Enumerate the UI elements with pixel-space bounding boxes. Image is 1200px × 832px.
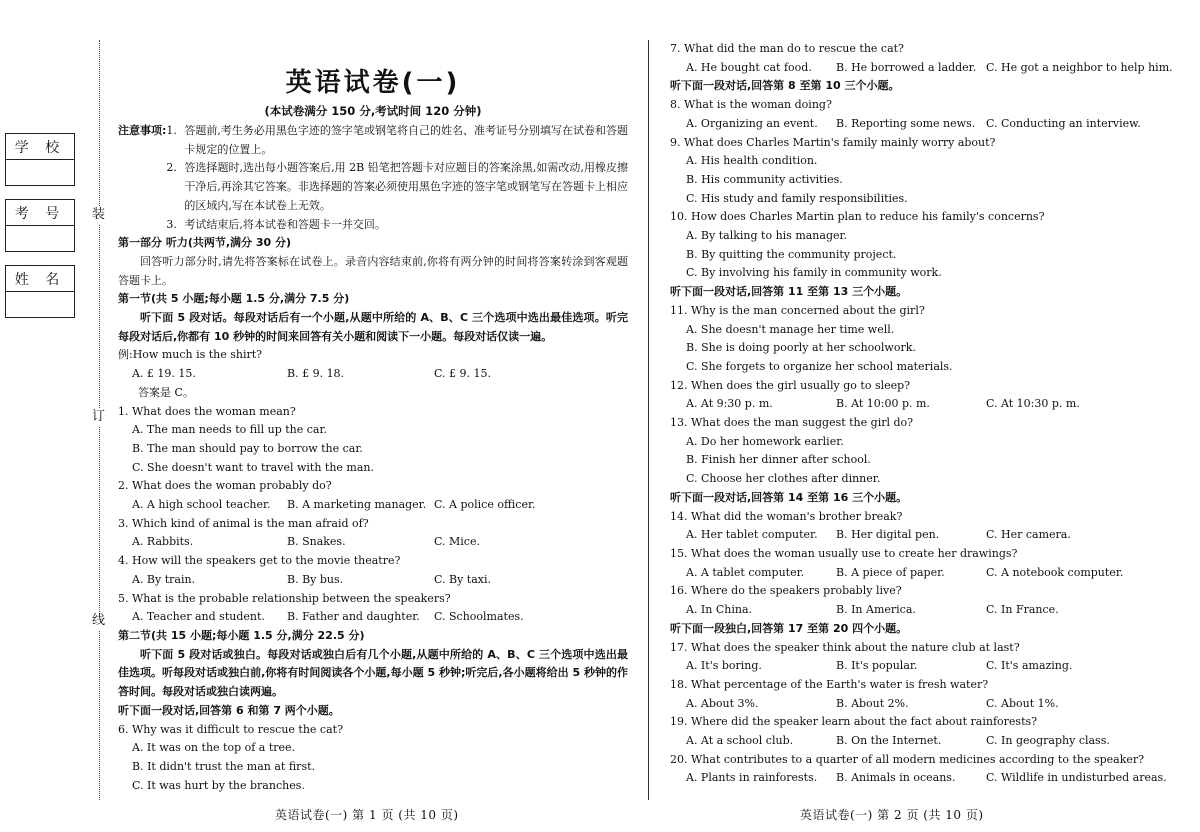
option: C. Choose her clothes after dinner. xyxy=(686,472,881,486)
example-question: 例:How much is the shirt? xyxy=(118,348,263,362)
exam-number-label: 考 号 xyxy=(6,200,75,226)
option: A. It was on the top of a tree. xyxy=(132,741,296,755)
options-row: A. About 3%. B. About 2%. C. About 1%. xyxy=(686,696,1059,710)
question-10: 10. How does Charles Martin plan to reduce his family's concerns? xyxy=(670,210,1045,224)
options-row: A. Rabbits. B. Snakes. C. Mice. xyxy=(132,535,480,549)
question-15: 15. What does the woman usually use to create her drawings? xyxy=(670,546,1018,560)
student-info-table xyxy=(5,133,75,318)
question-5: 5. What is the probable relationship between the speakers? xyxy=(118,591,451,605)
question-7: 7. What did the man do to rescue the cat? xyxy=(670,42,904,55)
page-2 xyxy=(670,40,1180,788)
binding-char-ding: 订 xyxy=(92,409,106,424)
question-3: 3. Which kind of animal is the man afraid of? xyxy=(118,516,369,530)
option: A. Do her homework earlier. xyxy=(686,434,844,448)
note-item: 1. 答题前,考生务必用黑色字迹的签字笔或钢笔将自己的姓名、准考证号分别填写在试卷和答题卡规定的位置上。 xyxy=(166,124,628,156)
options-row: A. Teacher and student. B. Father and daughter. C. Schoolmates. xyxy=(132,610,524,624)
school-field[interactable] xyxy=(6,160,75,186)
notes-block xyxy=(118,122,628,234)
option: B. She is doing poorly at her schoolwork. xyxy=(686,341,916,355)
options-row: A. Her tablet computer. B. Her digital pen. C. Her camera. xyxy=(686,528,1071,542)
question-8: 8. What is the woman doing? xyxy=(670,98,832,112)
notes-label: 注意事项: xyxy=(118,124,167,137)
dialog-heading: 听下面一段对话,回答第 14 至第 16 三个小题。 xyxy=(670,490,908,504)
binding-char-xian: 线 xyxy=(92,613,106,628)
section2-heading: 第二节(共 15 小题;每小题 1.5 分,满分 22.5 分) xyxy=(118,628,365,642)
question-4: 4. How will the speakers get to the movie theatre? xyxy=(118,554,401,568)
school-label: 学 校 xyxy=(6,134,75,160)
question-6: 6. Why was it difficult to rescue the cat? xyxy=(118,722,343,736)
exam-subtitle: (本试卷满分 150 分,考试时间 120 分钟) xyxy=(264,104,482,118)
dialog-heading: 听下面一段对话,回答第 8 至第 10 三个小题。 xyxy=(670,79,900,93)
option: C. It was hurt by the branches. xyxy=(132,778,305,792)
option: C. She doesn't want to travel with the man. xyxy=(132,460,374,474)
dialog-heading: 听下面一段对话,回答第 11 至第 13 三个小题。 xyxy=(670,285,908,299)
name-label: 姓 名 xyxy=(6,266,75,292)
option: A. By talking to his manager. xyxy=(686,229,848,243)
section2-intro: 听下面 5 段对话或独白。每段对话或独白后有几个小题,从题中所给的 A、B、C 三个选项中选出最佳选项。听每段对话或独白前,你将有时间阅读各个小题,每小题 5 秒钟;听完后,各小题将给出 5 秒钟的作答时间。每段对话或独白读两遍。 xyxy=(118,647,628,699)
example-options: A. £ 19. 15. B. £ 9. 18. C. £ 9. 15. xyxy=(132,367,491,381)
question-2: 2. What does the woman probably do? xyxy=(118,479,332,493)
binding-char-zhuang: 装 xyxy=(92,207,106,222)
options-row: A. Plants in rainforests. B. Animals in oceans. C. Wildlife in undisturbed areas. xyxy=(686,771,1167,785)
page-1 xyxy=(118,62,628,795)
page-2-footer: 英语试卷(一) 第 2 页 (共 10 页) xyxy=(800,808,984,822)
example-answer: 答案是 C。 xyxy=(138,385,194,399)
options-row: A. At 9:30 p. m. B. At 10:00 p. m. C. At 10:30 p. m. xyxy=(686,397,1080,411)
options-row: A. By train. B. By bus. C. By taxi. xyxy=(132,572,492,586)
page-title: 英语试卷(一) xyxy=(285,68,461,98)
question-11: 11. Why is the man concerned about the girl? xyxy=(670,303,925,317)
exam-number-field[interactable] xyxy=(6,226,75,252)
question-16: 16. Where do the speakers probably live? xyxy=(670,584,902,598)
question-13: 13. What does the man suggest the girl do? xyxy=(670,416,914,430)
option: A. His health condition. xyxy=(686,154,818,168)
options-row: A. In China. B. In America. C. In France. xyxy=(686,603,1059,617)
part1-heading: 第一部分 听力(共两节,满分 30 分) xyxy=(118,236,292,250)
note-item: 3. 考试结束后,将本试卷和答题卡一并交回。 xyxy=(166,217,386,231)
name-field[interactable] xyxy=(6,292,75,318)
option: A. She doesn't manage her time well. xyxy=(686,322,895,336)
question-1: 1. What does the woman mean? xyxy=(118,404,296,418)
option: B. By quitting the community project. xyxy=(686,247,897,261)
note-item: 2. 答选择题时,选出每小题答案后,用 2B 铅笔把答题卡对应题目的答案涂黑,如需改动,用橡皮擦干净后,再涂其它答案。非选择题的答案必须使用黑色字迹的签字笔或钢笔写在答题卡上相应的区域内,写在本试卷上无效。 xyxy=(166,161,628,212)
options-row: A. Organizing an event. B. Reporting some news. C. Conducting an interview. xyxy=(686,116,1141,130)
dialog-heading: 听下面一段对话,回答第 6 和第 7 两个小题。 xyxy=(118,703,340,717)
question-20: 20. What contributes to a quarter of all modern medicines according to the speaker? xyxy=(670,752,1145,766)
option: B. His community activities. xyxy=(686,172,843,186)
question-12: 12. When does the girl usually go to sleep? xyxy=(670,378,911,392)
page-divider xyxy=(648,40,649,800)
option: C. She forgets to organize her school materials. xyxy=(686,359,953,373)
question-19: 19. Where did the speaker learn about the fact about rainforests? xyxy=(670,715,1038,729)
question-14: 14. What did the woman's brother break? xyxy=(670,509,903,523)
options-row: A. He bought cat food. B. He borrowed a ladder. C. He got a neighbor to help him. xyxy=(686,60,1173,74)
question-9: 9. What does Charles Martin's family mainly worry about? xyxy=(670,135,996,149)
option: A. The man needs to fill up the car. xyxy=(132,423,328,437)
monologue-heading: 听下面一段独白,回答第 17 至第 20 四个小题。 xyxy=(670,621,908,635)
section1-intro: 听下面 5 段对话。每段对话后有一个小题,从题中所给的 A、B、C 三个选项中选出最佳选项。听完每段对话后,你都有 10 秒钟的时间来回答有关小题和阅读下一小题。每段对话仅读一遍。 xyxy=(118,311,628,343)
page-1-footer: 英语试卷(一) 第 1 页 (共 10 页) xyxy=(275,808,459,822)
section1-heading: 第一节(共 5 小题;每小题 1.5 分,满分 7.5 分) xyxy=(118,292,350,306)
part1-intro: 回答听力部分时,请先将答案标在试卷上。录音内容结束前,你将有两分钟的时间将答案转涂到客观题答题卡上。 xyxy=(118,254,628,287)
option: C. By involving his family in community work. xyxy=(686,266,942,280)
options-row: A. At a school club. B. On the Internet. C. In geography class. xyxy=(686,734,1110,748)
options-row: A. It's boring. B. It's popular. C. It's amazing. xyxy=(686,659,1073,673)
question-18: 18. What percentage of the Earth's water is fresh water? xyxy=(670,677,989,691)
question-17: 17. What does the speaker think about the nature club at last? xyxy=(670,640,1020,654)
options-row: A. A high school teacher. B. A marketing manager. C. A police officer. xyxy=(132,498,536,512)
options-row: A. A tablet computer. B. A piece of paper. C. A notebook computer. xyxy=(686,565,1124,579)
option: B. It didn't trust the man at first. xyxy=(132,759,316,773)
option: B. The man should pay to borrow the car. xyxy=(132,441,363,455)
option: C. His study and family responsibilities. xyxy=(686,191,908,205)
option: B. Finish her dinner after school. xyxy=(686,453,871,467)
